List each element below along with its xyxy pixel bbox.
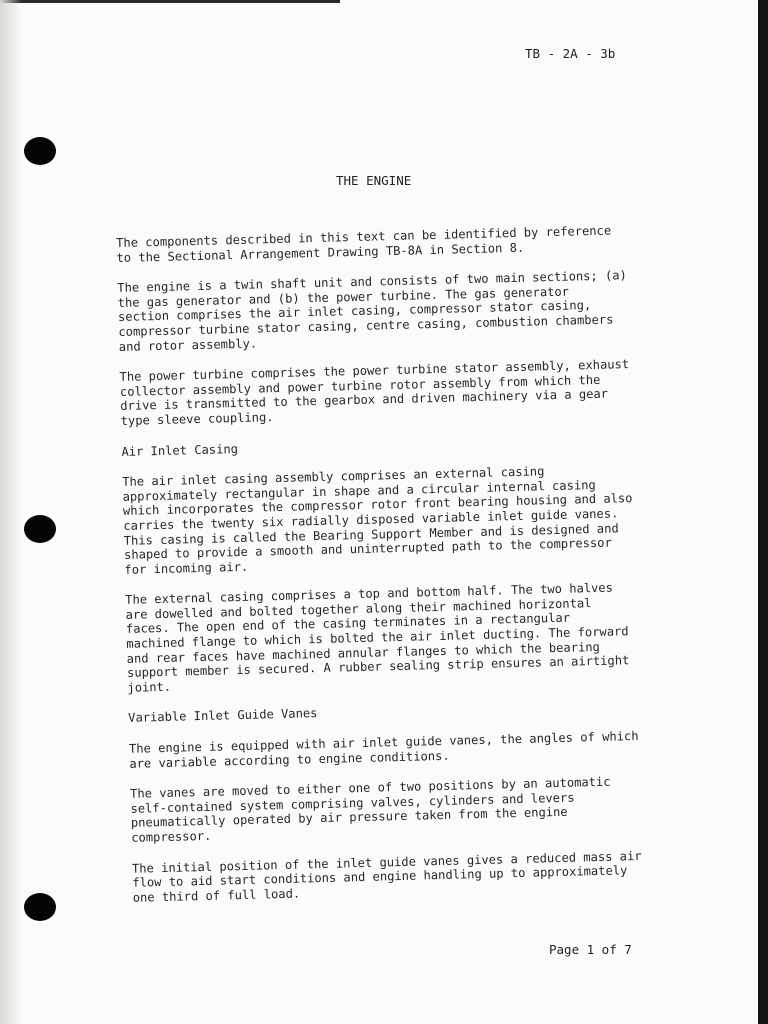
page-title: THE ENGINE bbox=[336, 173, 412, 188]
paragraph-engine-sections: The engine is a twin shaft unit and consists of two main sections; (a) the gas generator and (b) the power turbine. The gas generator section comprises the air inlet casing, compressor stator casing, compressor turbine stator casing, centre casing, combustion chambers and rotor assembly. bbox=[117, 268, 628, 354]
punch-hole-icon bbox=[24, 137, 56, 165]
punch-hole-icon bbox=[24, 893, 56, 921]
page-number: Page 1 of 7 bbox=[549, 942, 632, 957]
paragraph-power-turbine: The power turbine comprises the power turbine stator assembly, exhaust collector assembly and power turbine rotor assembly from which the drive is transmitted to the gearbox and driven machinery via a gear type sleeve coupling. bbox=[119, 357, 630, 428]
document-reference: TB - 2A - 3b bbox=[525, 46, 616, 61]
section-heading-vanes: Variable Inlet Guide Vanes bbox=[128, 706, 318, 726]
scan-edge-right bbox=[758, 0, 768, 1024]
paragraph-intro: The components described in this text can be identified by reference to the Sectional Arrangement Drawing TB-8A in Section 8. bbox=[116, 223, 612, 265]
scan-edge-top bbox=[0, 0, 340, 3]
paragraph-vanes-moved: The vanes are moved to either one of two positions by an automatic self-contained system comprising valves, cylinders and levers pneumatically operated by air pressure taken from the engine compressor. bbox=[129, 774, 611, 845]
paragraph-external-casing: The external casing comprises a top and bottom half. The two halves are dowelled and bolted together along their machined horizontal faces. The open end of the casing terminates in a rectangular machined flange to which is bolted the air inlet ducting. The forward and rear faces have machined annular flanges to which the bearing support member is secured. A rubber sealing strip ensures an airtight joint. bbox=[125, 580, 630, 695]
paragraph-vanes-initial: The initial position of the inlet guide vanes gives a reduced mass air flow to aid start conditions and engine handling up to approximately one third of full load. bbox=[131, 848, 642, 905]
document-body bbox=[116, 222, 678, 921]
paragraph-air-inlet-assembly: The air inlet casing assembly comprises an external casing approximately rectangular in shape and a circular internal casing which incorporates the compressor rotor front bearing housing and also carries the twenty six radially disposed variable inlet guide vanes. This casing is called the Bearing Support Member and is designed and shaped to provide a smooth and uninterrupted path to the compressor for incoming air. bbox=[122, 464, 633, 577]
section-heading-air-inlet: Air Inlet Casing bbox=[121, 441, 239, 459]
paragraph-vanes-equipped: The engine is equipped with air inlet guide vanes, the angles of which are variable according to engine conditions. bbox=[128, 728, 639, 771]
scan-shadow-left bbox=[0, 0, 22, 1024]
punch-hole-icon bbox=[24, 515, 56, 543]
